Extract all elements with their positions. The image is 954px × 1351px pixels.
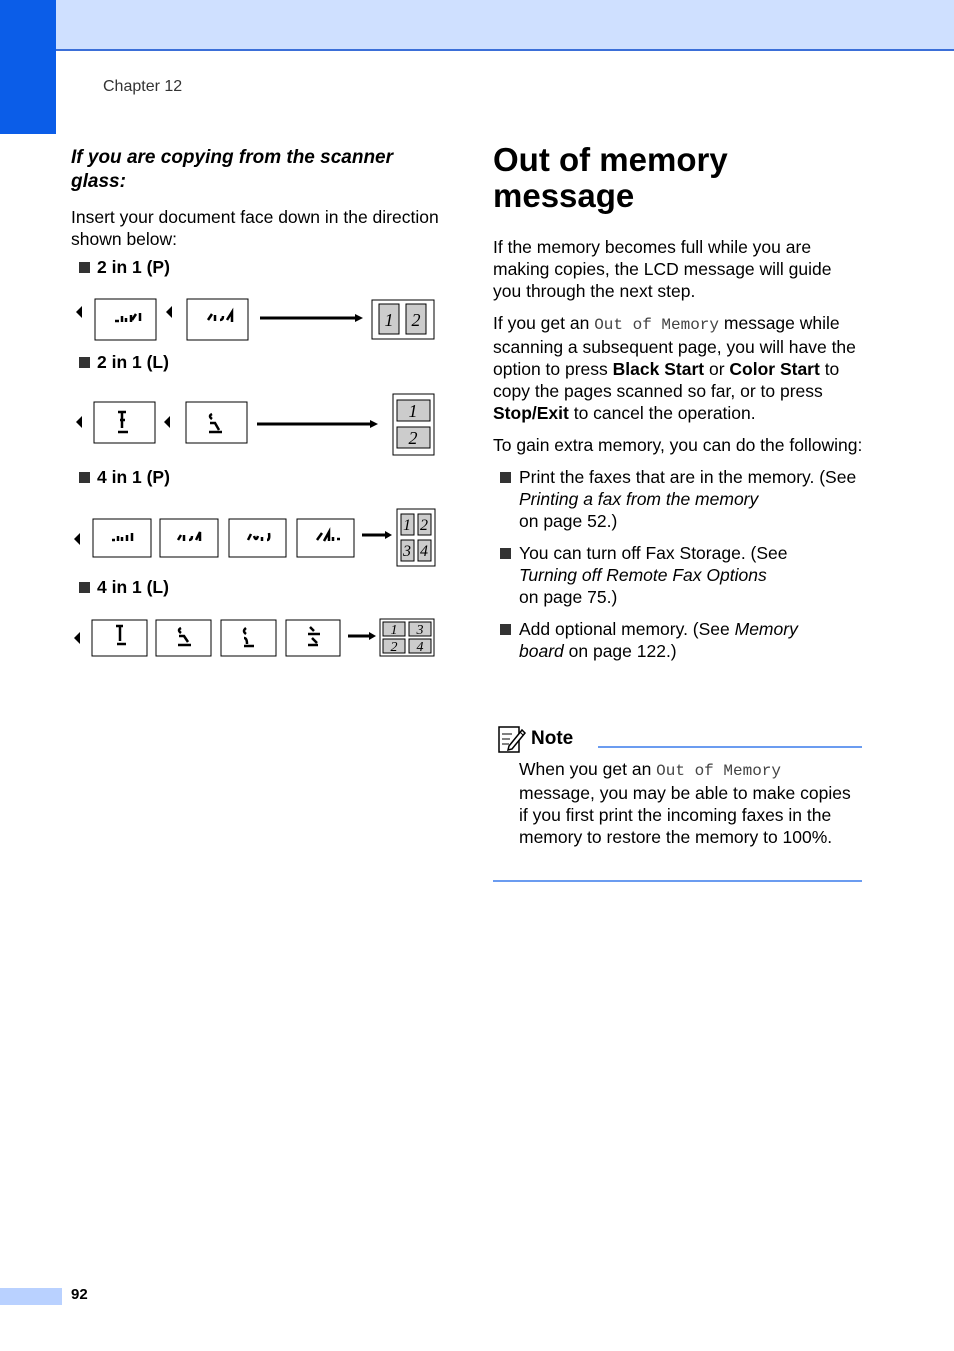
note-body: When you get an Out of Memory message, you may be able to make copies if you first print the incoming faxes in the memory to restore the memory to 100%. <box>519 759 851 847</box>
bullet-square-icon <box>79 472 90 483</box>
page-number-label: 3 <box>403 543 411 560</box>
page-number-label: 3 <box>416 623 424 638</box>
page-number: 92 <box>71 1286 88 1303</box>
layout-label-2in1-l: 2 in 1 (L) <box>79 352 169 373</box>
page-number-label: 4 <box>416 640 424 655</box>
lcd-message: Out of Memory <box>656 762 781 780</box>
chapter-label: Chapter 12 <box>103 78 183 95</box>
document-sheet <box>160 519 218 557</box>
diagram-4in1-landscape <box>70 614 440 662</box>
document-sheet <box>187 299 248 340</box>
layout-label-2in1-p: 2 in 1 (P) <box>79 257 170 278</box>
document-sheet <box>186 402 247 443</box>
bullet-square-icon <box>79 357 90 368</box>
lcd-message: Out of Memory <box>594 316 720 334</box>
document-sheet <box>94 402 155 443</box>
arrow-right-icon <box>369 632 376 640</box>
document-sheet <box>156 620 211 656</box>
layout-label-4in1-p: 4 in 1 (P) <box>79 467 170 488</box>
paragraph-extra-memory: To gain extra memory, you can do the following: <box>493 435 863 455</box>
scanner-glass-heading: If you are copying from the scanner glass: <box>71 147 394 192</box>
section-title: Out of memory message <box>493 141 728 214</box>
black-start-key: Black Start <box>612 359 705 379</box>
page-tab <box>0 1288 62 1305</box>
arrow-left-icon <box>76 416 82 428</box>
diagram-2in1-landscape <box>70 392 440 458</box>
document-sheet <box>221 620 276 656</box>
cross-reference: Printing a fax from the memory <box>519 489 759 509</box>
bullet-square-icon <box>79 582 90 593</box>
page-number-label: 1 <box>384 310 394 330</box>
bullet-square-icon <box>500 548 511 559</box>
page-number-label: 1 <box>403 517 411 534</box>
list-item: Print the faxes that are in the memory. (See Printing a fax from the memory on page 52.) <box>500 466 863 532</box>
arrow-left-icon <box>74 632 80 644</box>
right-column <box>493 142 863 672</box>
page-number-label: 2 <box>420 517 428 534</box>
list-item: You can turn off Fax Storage. (See Turning off Remote Fax Options on page 75.) <box>500 542 863 608</box>
bullet-square-icon <box>79 262 90 273</box>
stop-exit-key: Stop/Exit <box>493 403 569 423</box>
arrow-left-icon <box>76 306 82 318</box>
header-bar <box>0 0 954 51</box>
page-number-label: 1 <box>390 623 398 638</box>
note-title: Note <box>531 728 574 749</box>
bullet-square-icon <box>500 472 511 483</box>
color-start-key: Color Start <box>729 359 820 379</box>
page-number-label: 1 <box>408 401 418 421</box>
paragraph-memory-full: If the memory becomes full while you are making copies, the LCD message will guide you through the next step. <box>493 237 832 301</box>
cross-reference: Turning off Remote Fax Options <box>519 565 767 585</box>
page-number-label: 2 <box>408 428 418 448</box>
arrow-right-icon <box>370 420 378 428</box>
arrow-right-icon <box>355 314 363 322</box>
scanner-glass-intro: Insert your document face down in the direction shown below: <box>71 207 439 249</box>
left-column <box>71 146 451 250</box>
diagram-4in1-portrait <box>70 506 440 570</box>
paragraph-out-of-memory: If you get an Out of Memory message while scanning a subsequent page, you will have the option to press Black Start or Color Start to copy the pages scanned so far, or to press Stop/Exit to cancel the operation. <box>493 313 856 423</box>
page-number-label: 2 <box>390 640 398 655</box>
note-pencil-icon <box>497 724 527 754</box>
cross-reference: Memory <box>734 619 798 639</box>
page-number-label: 4 <box>420 543 428 560</box>
list-item: Add optional memory. (See Memory board on page 122.) <box>500 618 863 662</box>
arrow-left-icon <box>74 533 80 545</box>
note-divider <box>598 746 862 748</box>
diagram-2in1-portrait <box>70 294 440 344</box>
layout-label-4in1-l: 4 in 1 (L) <box>79 577 169 598</box>
note-bottom-divider <box>493 880 862 882</box>
arrow-right-icon <box>385 531 392 539</box>
chapter-tab <box>0 0 56 134</box>
bullet-square-icon <box>500 624 511 635</box>
arrow-left-icon <box>166 306 172 318</box>
page-number-label: 2 <box>411 310 421 330</box>
arrow-left-icon <box>164 416 170 428</box>
note-header <box>497 724 573 754</box>
